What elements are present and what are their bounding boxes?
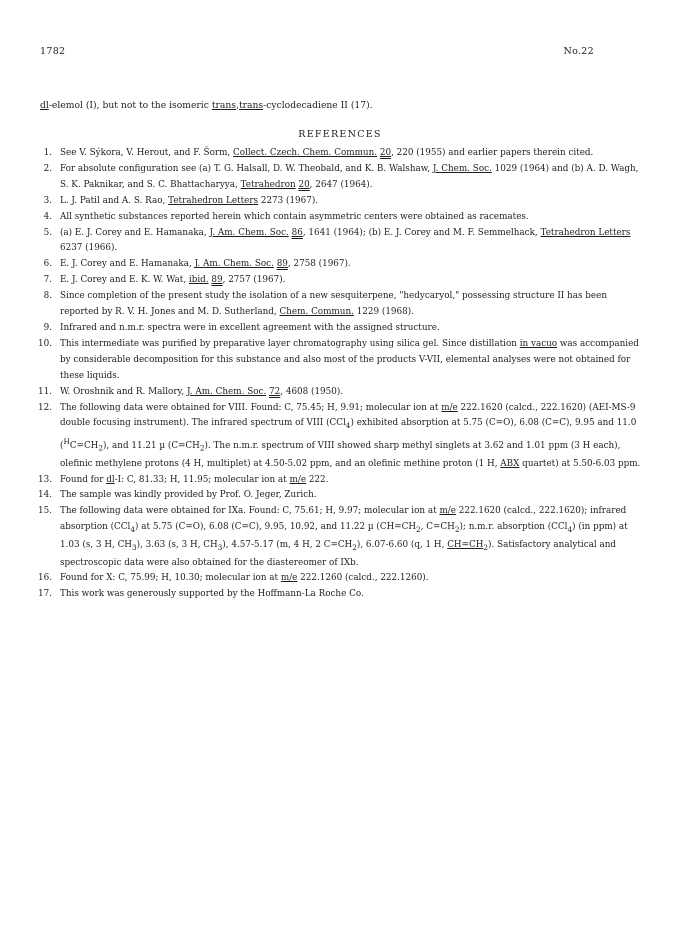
reference-item: 9. Infrared and n.m.r. spectra were in excellent agreement with the assigned structure. (43, 322, 440, 333)
reference-item: 4. All synthetic substances reported herein which contain asymmetric centers were obtained as racemates. (43, 211, 529, 222)
journal-name: Tetrahedron Letters (540, 227, 631, 238)
references-list (34, 146, 648, 603)
reference-item: 16. Found for X: C, 75.99; H, 10.30; molecular ion at m/e 222.1260 (calcd., 222.1260). (38, 573, 429, 584)
journal-name: J. Am. Chem. Soc. (186, 386, 267, 397)
reference-item: 1. See V. Sýkora, V. Herout, and F. Šorm, Collect. Czech. Chem. Commun. 20, 220 (1955) and earlier papers therein cited. (43, 148, 594, 158)
page-number: 1782 (40, 46, 66, 57)
mass-ratio: m/e (289, 474, 307, 485)
dl-prefix: dl (106, 474, 115, 485)
intro-end: -cyclodecadiene II (17). (263, 100, 373, 111)
reference-item: 14. The sample was kindly provided by Prof. O. Jeger, Zurich. (38, 490, 317, 501)
reference-item: 5. (a) E. J. Corey and E. Hamanaka, J. Am. Chem. Soc. 86, 1641 (1964); (b) E. J. Corey and M. F. Semmelhack, Tetrahedron Letters 6237 (1966). (43, 227, 631, 254)
volume-number: 20 (298, 179, 310, 190)
journal-name: Tetrahedron (240, 179, 296, 190)
reference-item: 6. E. J. Corey and E. Hamanaka, J. Am. Chem. Soc. 89, 2758 (1967). (43, 259, 351, 270)
reference-item: 10. This intermediate was purified by preparative layer chromatography using silica gel. Since distillation in vacuo was accompanied by considerable decomposition for this substance and also most of the products V-VII, elemental analyses were not obtained for these liquids. (38, 338, 639, 381)
mass-ratio: m/e (280, 573, 298, 584)
reference-item: 3. L. J. Patil and A. S. Rao, Tetrahedron Letters 2273 (1967). (43, 195, 319, 206)
intro-dl: dl (40, 100, 49, 111)
reference-item: 8. Since completion of the present study the isolation of a new sesquiterpene, "hedycaryol," possessing structure II has been reported by R. V. H. Jones and M. D. Sutherland, Chem. Commun. 1229 (1968). (43, 291, 607, 318)
latin-phrase: in vacuo (519, 338, 558, 349)
abx-label: ABX (500, 458, 520, 469)
volume-number: 89 (211, 275, 223, 286)
journal-name: J. Chem. Soc. (432, 163, 492, 174)
journal-name: J. Am. Chem. Soc. (209, 227, 289, 238)
mass-ratio: m/e (441, 402, 458, 413)
intro-comma: , (236, 100, 239, 111)
reference-item: 12. The following data were obtained for VIII. Found: C, 75.45; H, 9.91; molecular ion at m/e 222.1620 (calcd., 222.1620) (AEI-MS-9 double focusing instrument). The infrared spectrum of VIII (CCl$_4$) exhibited absorption at 5.75 (C=O), 6.08 (C=C), 9.95 and 11.0 $(^HC=CH_2)$, and 11.21 µ $(C=CH_2)$. The n.m.r. spectrum of VIII showed sharp methyl singlets at 3.62 and 1.01 ppm (3 H each), olefinic methylene protons (4 H, multiplet) at 4.50-5.02 ppm, and an olefinic methine proton (1 H, ABX quartet) at 5.50-6.03 ppm. (38, 402, 641, 469)
reference-item: 2. For absolute configuration see (a) T. G. Halsall, D. W. Theobald, and K. B. Walshaw, J. Chem. Soc. 1029 (1964) and (b) A. D. Wagh, S. K. Paknikar, and S. C. Bhattacharyya, Tetrahedron 20, 2647 (1964). (43, 163, 639, 190)
journal-name: Chem. Commun. (279, 307, 354, 318)
reference-item: 13. Found for dl-I: C, 81.33; H, 11.95; molecular ion at m/e 222. (38, 474, 329, 485)
journal-name: Tetrahedron Letters (168, 195, 259, 206)
reference-item: 17. This work was generously supported by the Hoffmann-La Roche Co. (38, 589, 364, 600)
intro-trans-2: trans (238, 100, 264, 111)
journal-name: ibid. (188, 275, 209, 286)
intro-text: -elemol (I), but not to the isomeric (48, 100, 212, 111)
intro-paragraph (40, 99, 630, 113)
intro-trans-1: trans (211, 100, 237, 111)
references-heading: REFERENCES (298, 129, 382, 140)
volume-number: 89 (276, 259, 288, 270)
volume-number: 20 (379, 148, 392, 158)
reference-item: 7. E. J. Corey and E. K. W. Wat, ibid. 89, 2757 (1967). (43, 275, 286, 286)
volume-number: 72 (269, 386, 281, 397)
journal-name: J. Am. Chem. Soc. (194, 259, 274, 270)
volume-number: 86 (291, 227, 303, 238)
reference-item: 15. The following data were obtained for IXa. Found: C, 75.61; H, 9.97; molecular ion at m/e 222.1620 (calcd., 222.1620); infrared absorption (CCl$_4$) at 5.75 (C=O), 6.08 (C=C), 9.95, 10.92, and 11.22 µ ($CH=CH_2$, $C=CH_2$); n.m.r. absorption (CCl$_4$) (in ppm) at 1.03 (s, 3 H, $CH_3$), 3.63 (s, 3 H, $CH_3$), 4.57-5.17 (m, 4 H, 2 $C=CH_2$), 6.07-6.60 (q, 1 H, $CH=CH_2$). Satisfactory analytical and spectroscopic data were also obtained for the diastereomer of IXb. (38, 506, 628, 568)
issue-number: No.22 (563, 46, 594, 57)
mass-ratio: m/e (439, 506, 456, 517)
reference-item: 11. W. Oroshnik and R. Mallory, J. Am. Chem. Soc. 72, 4608 (1950). (38, 386, 344, 397)
journal-name: Collect. Czech. Chem. Commun. (233, 148, 378, 158)
